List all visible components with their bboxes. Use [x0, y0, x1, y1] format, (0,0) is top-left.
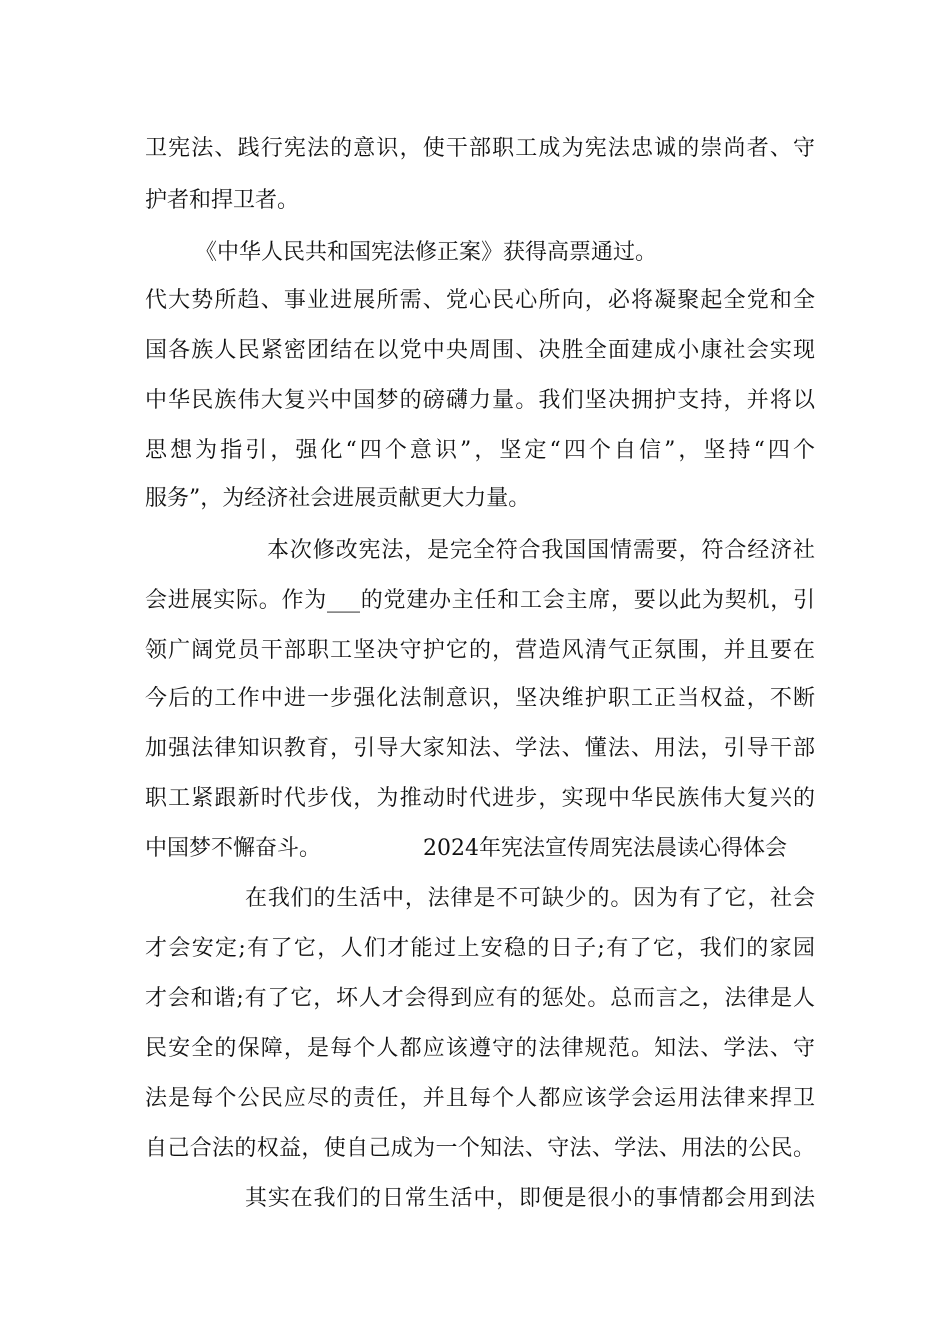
paragraph-4-line-3: 领广阔党员干部职工坚决守护它的，营造风清气正氛围，并且要在: [145, 638, 815, 663]
paragraph-3-line-4: 思想为指引，强化“四个意识”，坚定“四个自信”，坚持“四个: [145, 438, 815, 463]
paragraph-5-line-4: 民安全的保障，是每个人都应该遵守的法律规范。知法、学法、守: [145, 1036, 815, 1061]
paragraph-3-line-5: 服务”，为经济社会进展贡献更大力量。: [145, 486, 531, 511]
paragraph-5-line-2: 才会安定;有了它，人们才能过上安稳的日子;有了它，我们的家园: [145, 936, 815, 961]
paragraph-5-line-5: 法是每个公民应尽的责任，并且每个人都应该学会运用法律来捍卫: [145, 1086, 815, 1111]
paragraph-5-line-1: 在我们的生活中，法律是不可缺少的。因为有了它，社会: [245, 886, 815, 911]
paragraph-1-line-1: 卫宪法、践行宪法的意识，使干部职工成为宪法忠诚的崇尚者、守: [145, 136, 815, 161]
paragraph-2-line-1: 《中华人民共和国宪法修正案》获得高票通过。: [195, 240, 658, 265]
paragraph-6-line-1: 其实在我们的日常生活中，即便是很小的事情都会用到法: [245, 1186, 815, 1211]
paragraph-3-line-2: 国各族人民紧密团结在以党中央周围、决胜全面建成小康社会实现: [145, 338, 815, 363]
paragraph-4-line-2: 会进展实际。作为___的党建办主任和工会主席，要以此为契机，引: [145, 588, 815, 613]
paragraph-4-line-1: 本次修改宪法，是完全符合我国国情需要，符合经济社: [267, 538, 815, 563]
paragraph-4-line-7: 中国梦不懈奋斗。: [145, 836, 322, 861]
paragraph-5-line-3: 才会和谐;有了它，坏人才会得到应有的惩处。总而言之，法律是人: [145, 986, 815, 1011]
paragraph-3-line-1: 代大势所趋、事业进展所需、党心民心所向，必将凝聚起全党和全: [145, 288, 815, 313]
paragraph-5-line-6: 自己合法的权益，使自己成为一个知法、守法、学法、用法的公民。: [145, 1136, 815, 1161]
paragraph-3-line-3: 中华民族伟大复兴中国梦的磅礴力量。我们坚决拥护支持，并将以: [145, 388, 815, 413]
paragraph-4-line-5: 加强法律知识教育，引导大家知法、学法、懂法、用法，引导干部: [145, 736, 815, 761]
paragraph-4-line-4: 今后的工作中进一步强化法制意识，坚决维护职工正当权益，不断: [145, 686, 815, 711]
essay-title: 2024年宪法宣传周宪法晨读心得体会: [423, 836, 787, 861]
paragraph-1-line-2: 护者和捍卫者。: [145, 188, 300, 213]
paragraph-4-line-6: 职工紧跟新时代步伐，为推动时代进步，实现中华民族伟大复兴的: [145, 786, 815, 811]
